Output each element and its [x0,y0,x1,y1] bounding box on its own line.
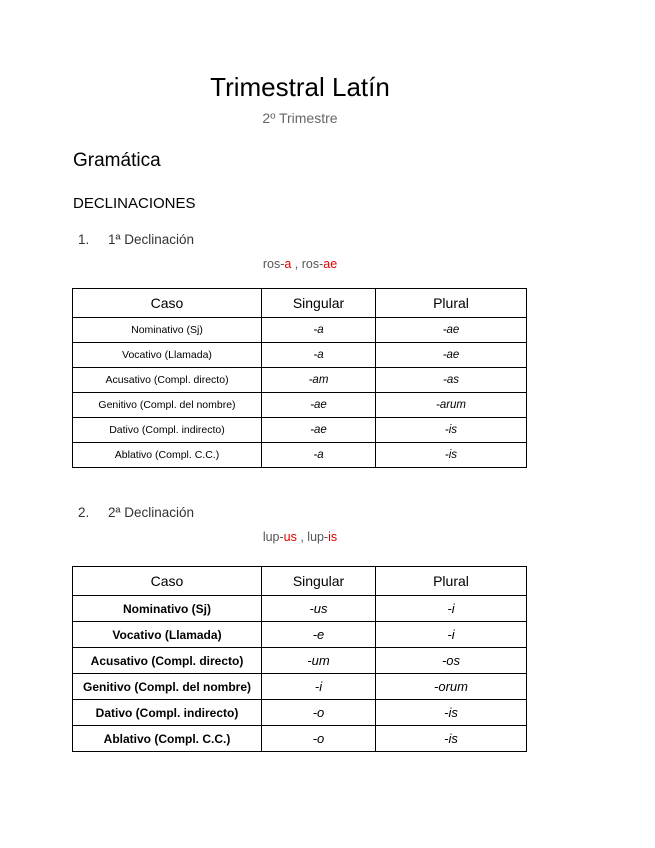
table-row [73,622,527,648]
case-cell: Dativo (Compl. indirecto) [73,700,262,726]
table-row [73,648,527,674]
plural-cell: -i [376,596,527,622]
subsection-heading: DECLINACIONES [73,195,196,212]
case-cell: Vocativo (Llamada) [73,343,262,368]
singular-cell: -i [262,674,376,700]
singular-cell: -us [262,596,376,622]
header-case: Caso [73,567,262,596]
list-number: 2. [78,505,90,520]
plural-cell: -is [376,443,527,468]
declension-2-example [0,530,600,544]
example-ending: is [328,530,338,544]
case-cell: Ablativo (Compl. C.C.) [73,726,262,752]
table-row [73,726,527,752]
list-number: 1. [78,232,90,247]
table-header-row [73,567,527,596]
plural-cell: -is [376,700,527,726]
example-stem: lup- [307,530,329,544]
declension-1-table [72,288,527,468]
plural-cell: -ae [376,318,527,343]
plural-cell: -is [376,418,527,443]
example-ending: a [284,257,292,271]
table-row [73,368,527,393]
singular-cell: -ae [262,393,376,418]
plural-cell: -os [376,648,527,674]
example-stem: ros- [301,257,324,271]
example-separator: , [296,530,308,544]
plural-cell: -is [376,726,527,752]
singular-cell: -a [262,343,376,368]
singular-cell: -a [262,318,376,343]
plural-cell: -i [376,622,527,648]
table-row [73,674,527,700]
plural-cell: -arum [376,393,527,418]
declension-1-example [0,257,600,271]
example-separator: , [291,257,302,271]
declension-2-heading [78,505,194,520]
singular-cell: -a [262,443,376,468]
table-row [73,318,527,343]
case-cell: Nominativo (Sj) [73,318,262,343]
document-subtitle: 2º Trimestre [262,110,338,126]
declension-name: 1ª Declinación [108,232,195,247]
header-plural: Plural [376,289,527,318]
case-cell: Nominativo (Sj) [73,596,262,622]
header-case: Caso [73,289,262,318]
section-heading: Gramática [73,150,161,171]
table-row [73,443,527,468]
example-stem: lup- [262,530,284,544]
case-cell: Dativo (Compl. indirecto) [73,418,262,443]
table-row [73,596,527,622]
case-cell: Vocativo (Llamada) [73,622,262,648]
case-cell: Acusativo (Compl. directo) [73,368,262,393]
declension-2-table [72,566,527,752]
example-ending: us [283,530,297,544]
case-cell: Acusativo (Compl. directo) [73,648,262,674]
header-plural: Plural [376,567,527,596]
declension-name: 2ª Declinación [108,505,195,520]
singular-cell: -um [262,648,376,674]
table-row [73,700,527,726]
plural-cell: -orum [376,674,527,700]
table-row [73,343,527,368]
table-header-row [73,289,527,318]
table-row [73,393,527,418]
singular-cell: -am [262,368,376,393]
example-ending: ae [323,257,338,271]
example-stem: ros- [262,257,285,271]
singular-cell: -o [262,700,376,726]
singular-cell: -ae [262,418,376,443]
header-singular: Singular [262,567,376,596]
table-row [73,418,527,443]
case-cell: Genitivo (Compl. del nombre) [73,393,262,418]
document-title: Trimestral Latín [210,72,390,102]
plural-cell: -as [376,368,527,393]
header-singular: Singular [262,289,376,318]
singular-cell: -o [262,726,376,752]
declension-1-heading [78,232,194,247]
plural-cell: -ae [376,343,527,368]
case-cell: Genitivo (Compl. del nombre) [73,674,262,700]
singular-cell: -e [262,622,376,648]
case-cell: Ablativo (Compl. C.C.) [73,443,262,468]
